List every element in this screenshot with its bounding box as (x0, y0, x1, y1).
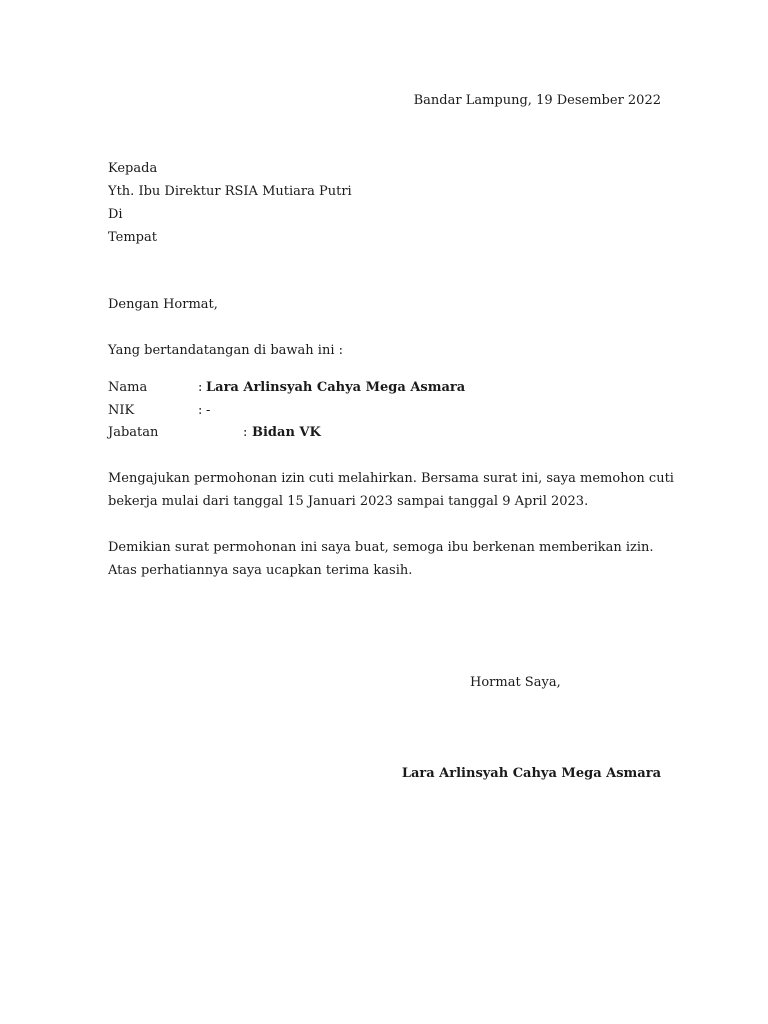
closing-line-1: Demikian surat permohonan ini saya buat, semoga ibu berkenan memberikan izin. (108, 540, 654, 555)
body-line-2: bekerja mulai dari tanggal 15 Januari 2023 sampai tanggal 9 April 2023. (108, 494, 589, 509)
salutation: Dengan Hormat, (108, 297, 218, 312)
place-date: Bandar Lampung, 19 Desember 2022 (413, 93, 661, 108)
recipient-line-4: Tempat (108, 230, 157, 245)
nama-value: Lara Arlinsyah Cahya Mega Asmara (206, 380, 466, 395)
recipient-line-3: Di (108, 207, 123, 222)
nama-label: Nama (108, 380, 148, 395)
nik-value: - (206, 403, 211, 418)
closing-line-2: Atas perhatiannya saya ucapkan terima kasih. (108, 563, 413, 578)
intro-text: Yang bertandatangan di bawah ini : (108, 343, 343, 358)
jabatan-label: Jabatan (108, 425, 159, 440)
recipient-line-1: Kepada (108, 161, 158, 176)
recipient-line-2: Yth. Ibu Direktur RSIA Mutiara Putri (108, 184, 352, 199)
sign-off: Hormat Saya, (470, 675, 561, 690)
nama-separator: : (198, 380, 203, 395)
jabatan-value: Bidan VK (252, 425, 321, 440)
nik-label: NIK (108, 403, 135, 418)
nik-separator: : (198, 403, 203, 418)
signature-name: Lara Arlinsyah Cahya Mega Asmara (401, 766, 661, 781)
body-line-1: Mengajukan permohonan izin cuti melahirkan. Bersama surat ini, saya memohon cuti (108, 471, 674, 486)
jabatan-separator: : (243, 425, 248, 440)
